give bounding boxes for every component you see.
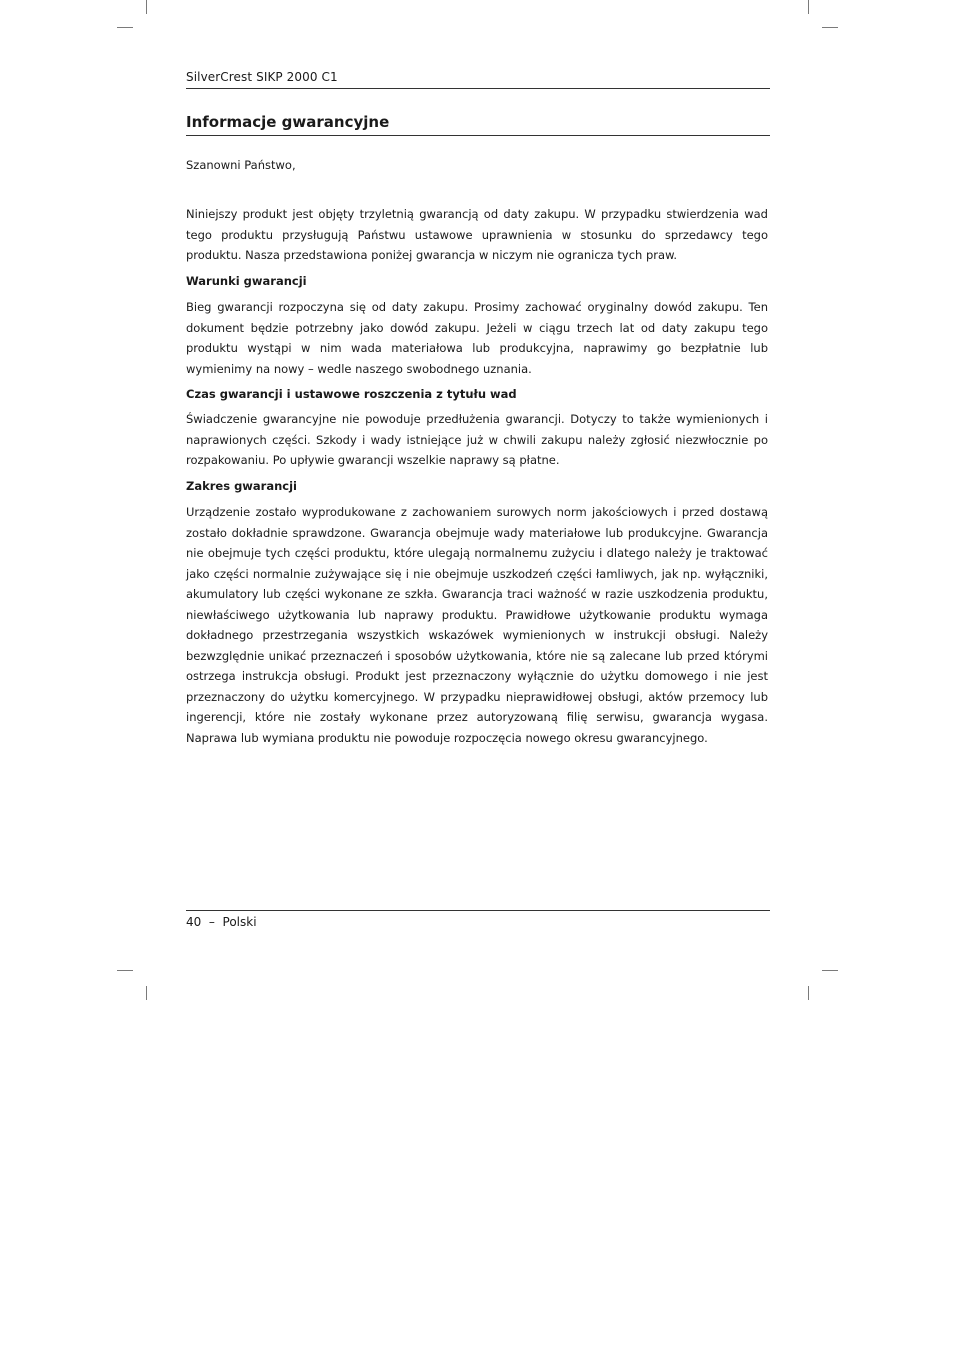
intro-paragraph: [186, 204, 768, 266]
section-heading-warranty-terms: Warunki gwarancji: [186, 274, 307, 288]
crop-mark: [146, 0, 147, 14]
section-paragraph: Urządzenie zostało wyprodukowane z zachowaniem surowych norm jakościowych i przed dostawą zostało dokładnie sprawdzone. Gwarancja obejmuje wady materiałowe lub produkcyjne. Gwarancja nie obejmuje tych części produktu, które ulegają normalnemu zużyciu i dlatego należy je traktować jako części normalnie zużywające się i nie obejmuje uszkodzeń części łamliwych, jak np. wyłączniki, akumulatory lub części wykonane ze szkła. Gwarancja traci ważność w razie uszkodzenia produktu, niewłaściwego użytkowania lub naprawy produktu. Prawidłowe użytkowanie produktu wymaga dokładnego przestrzegania wszystkich wskazówek wymienionych w instrukcji obsługi. Należy bezwzględnie unikać przeznaczeń i sposobów użytkowania, które nie są zalecane lub przed którymi ostrzega instrukcja obsługi. Produkt jest przeznaczony wyłącznie do użytku domowego i nie jest przeznaczony do użytku komercyjnego. W przypadku nieprawidłowej obsługi, aktów przemocy lub ingerencji, które nie zostały wykonane przez autoryzowaną filię serwisu, gwarancja wygasa. Naprawa lub wymiana produktu nie powoduje rozpoczęcia nowego okresu gwarancyjnego.: [186, 505, 768, 745]
crop-mark: [117, 27, 133, 28]
crop-mark: [808, 0, 809, 14]
title-rule: [186, 135, 770, 136]
running-header: SilverCrest SIKP 2000 C1: [186, 70, 338, 84]
section-paragraph: Świadczenie gwarancyjne nie powoduje przedłużenia gwarancji. Dotyczy to także wymienionych i naprawionych części. Szkody i wady istniejące już w chwili zakupu należy zgłosić niezwłocznie po rozpakowaniu. Po upływie gwarancji wszelkie naprawy są płatne.: [186, 412, 768, 467]
page-title: Informacje gwarancyjne: [186, 113, 390, 131]
section-heading-warranty-scope: Zakres gwarancji: [186, 479, 298, 493]
salutation-text: Szanowni Państwo,: [186, 158, 296, 172]
page-footer: 40 – Polski: [186, 915, 257, 929]
section-heading-warranty-period: Czas gwarancji i ustawowe roszczenia z tytułu wad: [186, 387, 517, 401]
section-text-warranty-scope: [186, 502, 768, 748]
crop-mark: [822, 27, 838, 28]
crop-mark: [146, 986, 147, 1000]
crop-mark: [808, 986, 809, 1000]
salutation: [186, 155, 768, 176]
intro-text: Niniejszy produkt jest objęty trzyletnią gwarancją od daty zakupu. W przypadku stwierdzenia wad tego produktu przysługują Państwu ustawowe uprawnienia w stosunku do sprzedawcy tego produktu. Nasza przedstawiona poniżej gwarancja w niczym nie ogranicza tych praw.: [186, 207, 768, 262]
section-paragraph: Bieg gwarancji rozpoczyna się od daty zakupu. Prosimy zachować oryginalny dowód zakupu. Ten dokument będzie potrzebny jako dowód zakupu. Jeżeli w ciągu trzech lat od daty zakupu tego produktu wystąpi w nim wada materiałowa lub produkcyjna, naprawimy go bezpłatnie lub wymienimy na nowy – wedle naszego swobodnego uznania.: [186, 300, 768, 376]
crop-mark: [822, 970, 838, 971]
crop-mark: [117, 970, 133, 971]
section-text-warranty-terms: [186, 297, 768, 379]
header-rule: [186, 88, 770, 89]
section-text-warranty-period: [186, 409, 768, 471]
footer-rule: [186, 910, 770, 911]
